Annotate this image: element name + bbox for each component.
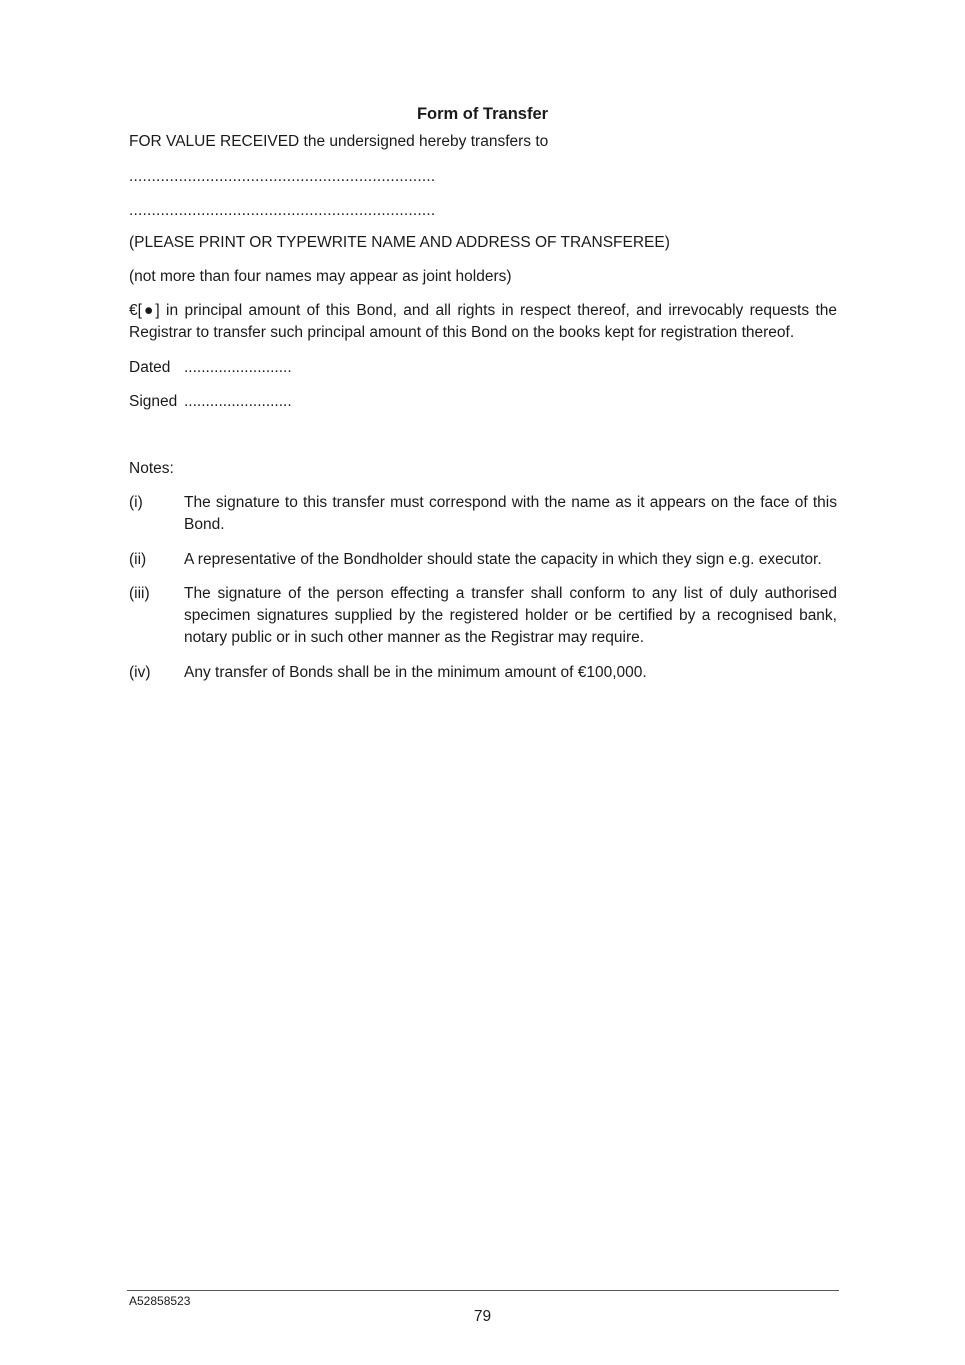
joint-holders-note: (not more than four names may appear as joint holders): [129, 268, 512, 285]
note-number: (iv): [129, 664, 151, 681]
footer-divider: [127, 1290, 839, 1291]
page-number: 79: [473, 1308, 492, 1325]
transferee-blank-line-1: ....................................................................: [129, 168, 436, 185]
print-instruction: (PLEASE PRINT OR TYPEWRITE NAME AND ADDRESS OF TRANSFEREE): [129, 234, 670, 251]
note-text: The signature of the person effecting a transfer shall conform to any list of duly authorised specimen signatures supplied by the registered holder or be certified by a recognised bank, notary public or in such other manner as the Registrar may require.: [184, 585, 837, 646]
footer-reference: A52858523: [129, 1294, 191, 1308]
page-title: Form of Transfer: [416, 105, 549, 123]
signed-label: Signed: [129, 393, 178, 410]
note-number: (ii): [129, 551, 147, 568]
note-text: The signature to this transfer must correspond with the name as it appears on the face of this Bond.: [184, 494, 837, 533]
transferee-blank-line-2: ....................................................................: [129, 202, 436, 219]
signed-field: [129, 391, 837, 413]
dated-blank: .........................: [184, 359, 292, 376]
principal-paragraph: €[●] in principal amount of this Bond, and all rights in respect thereof, and irrevocably requests the Registrar to transfer such principal amount of this Bond on the books kept for registration thereof.: [129, 302, 837, 341]
note-number: (i): [129, 494, 143, 511]
signed-blank: .........................: [184, 393, 292, 410]
note-number: (iii): [129, 585, 150, 602]
note-text: A representative of the Bondholder should state the capacity in which they sign e.g. executor.: [184, 551, 822, 568]
note-text: Any transfer of Bonds shall be in the minimum amount of €100,000.: [184, 664, 647, 681]
dated-label: Dated: [129, 359, 171, 376]
intro-text: FOR VALUE RECEIVED the undersigned hereby transfers to: [129, 133, 549, 150]
dated-field: [129, 357, 837, 379]
notes-heading: Notes:: [129, 460, 174, 477]
